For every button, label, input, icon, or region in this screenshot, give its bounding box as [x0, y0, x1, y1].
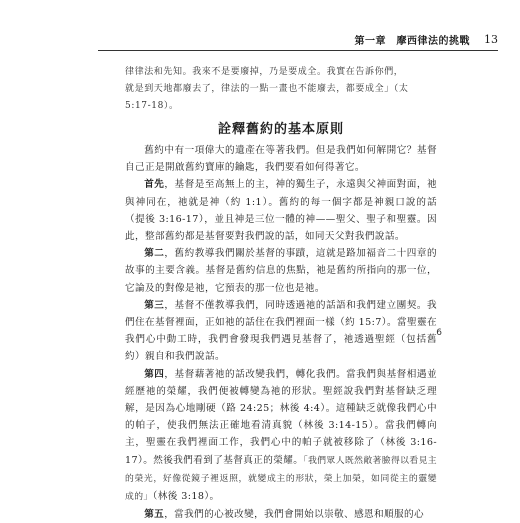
body-text [125, 142, 437, 523]
section-title: 詮釋舊約的基本原則 [217, 122, 344, 137]
opening-quote [125, 64, 437, 115]
paragraph-text: ，舊約教導我們關於基督的事蹟，這就是路加福音二十四章的故事的主要含義。基督是舊約信息的焦點，祂是舊約所指向的那一位，它論及的對像是祂，它預表的那一位也是祂。 [125, 248, 437, 294]
page-number: 13 [484, 32, 498, 46]
paragraph [125, 142, 437, 176]
paragraph-text: 舊約中有一項偉大的遺產在等著我們。但是我們如何解開它？基督自己正是開啟舊約寶庫的鑰匙，我們要看如何得著它。 [125, 145, 437, 174]
chapter-title: 第一章 摩西律法的挑戰 [354, 35, 470, 47]
quote-line: 5:17-18）。 [125, 101, 179, 111]
paragraph-lead: 第四 [144, 368, 165, 380]
paragraph [125, 245, 437, 297]
paragraph-text: ，基督藉著祂的話改變我們，轉化我們。當我們與基督相遇並經歷祂的榮耀，我們便被轉變為祂的形狀。聖經說我們對基督缺乏理解，是因為心地剛硬（路 24:25；林後 4:4）。這種缺乏就像我們心中的帕子，使我們無法正確地看清真貌（林後 3:14-15）。當我們轉向主，聖靈在我們裡面工作，我們心中的帕子就被移除了（林後 3:16-17）。然後我們看到了基督真正的榮耀。 [125, 368, 437, 466]
paragraph-lead: 第二 [144, 248, 165, 260]
paragraph-text: ，基督是至高無上的主，神的獨生子，永遠與父神面對面，祂與神同在，祂就是神（約 1:1）。舊約的每一個字都是神親口說的話（提後 3:16-17），並且神是三位一體的神——聖父、聖子和聖靈。因此，整部舊約都是基督要對我們說的話，如同天父對我們說話。 [125, 179, 437, 243]
paragraph [125, 297, 437, 366]
paragraph-lead: 首先 [144, 179, 165, 191]
inline-quote-ref: （林後 3:18）。 [152, 491, 220, 503]
quote-line: 律律法和先知。我來不是要廢掉，乃是要成全。我實在告訴你們， [125, 67, 404, 77]
paragraph [125, 366, 437, 507]
header-rule [98, 50, 498, 51]
running-header [18, 31, 498, 47]
paragraph-text: ，當我們的心被改變，我們會開始以崇敬、感恩和順服的心 [164, 509, 425, 521]
margin-note-number: 6 [436, 328, 442, 338]
paragraph-lead: 第三 [144, 299, 165, 311]
paragraph-text: ，基督不僅教導我們，同時透過祂的話語和我們建立團契。我們住在基督裡面，正如祂的話住在我們裡面一樣（約 15:7）。當聖靈在我們心中動工時，我們會發現我們遇見基督了，祂透過聖經（包括舊約）親自和我們說話。 [125, 299, 437, 363]
paragraph [125, 506, 437, 523]
inline-quote: 「我們眾人既然敞著臉得以看見主的榮光，好像從鏡子裡返照，就變成主的形狀，榮上加榮，如同從主的靈變成的」 [125, 455, 437, 503]
paragraph [125, 176, 437, 245]
paragraph-lead: 第五 [144, 509, 165, 521]
quote-line: 就是到天地都廢去了，律法的一點一畫也不能廢去，都要成全」（太 [125, 84, 409, 94]
